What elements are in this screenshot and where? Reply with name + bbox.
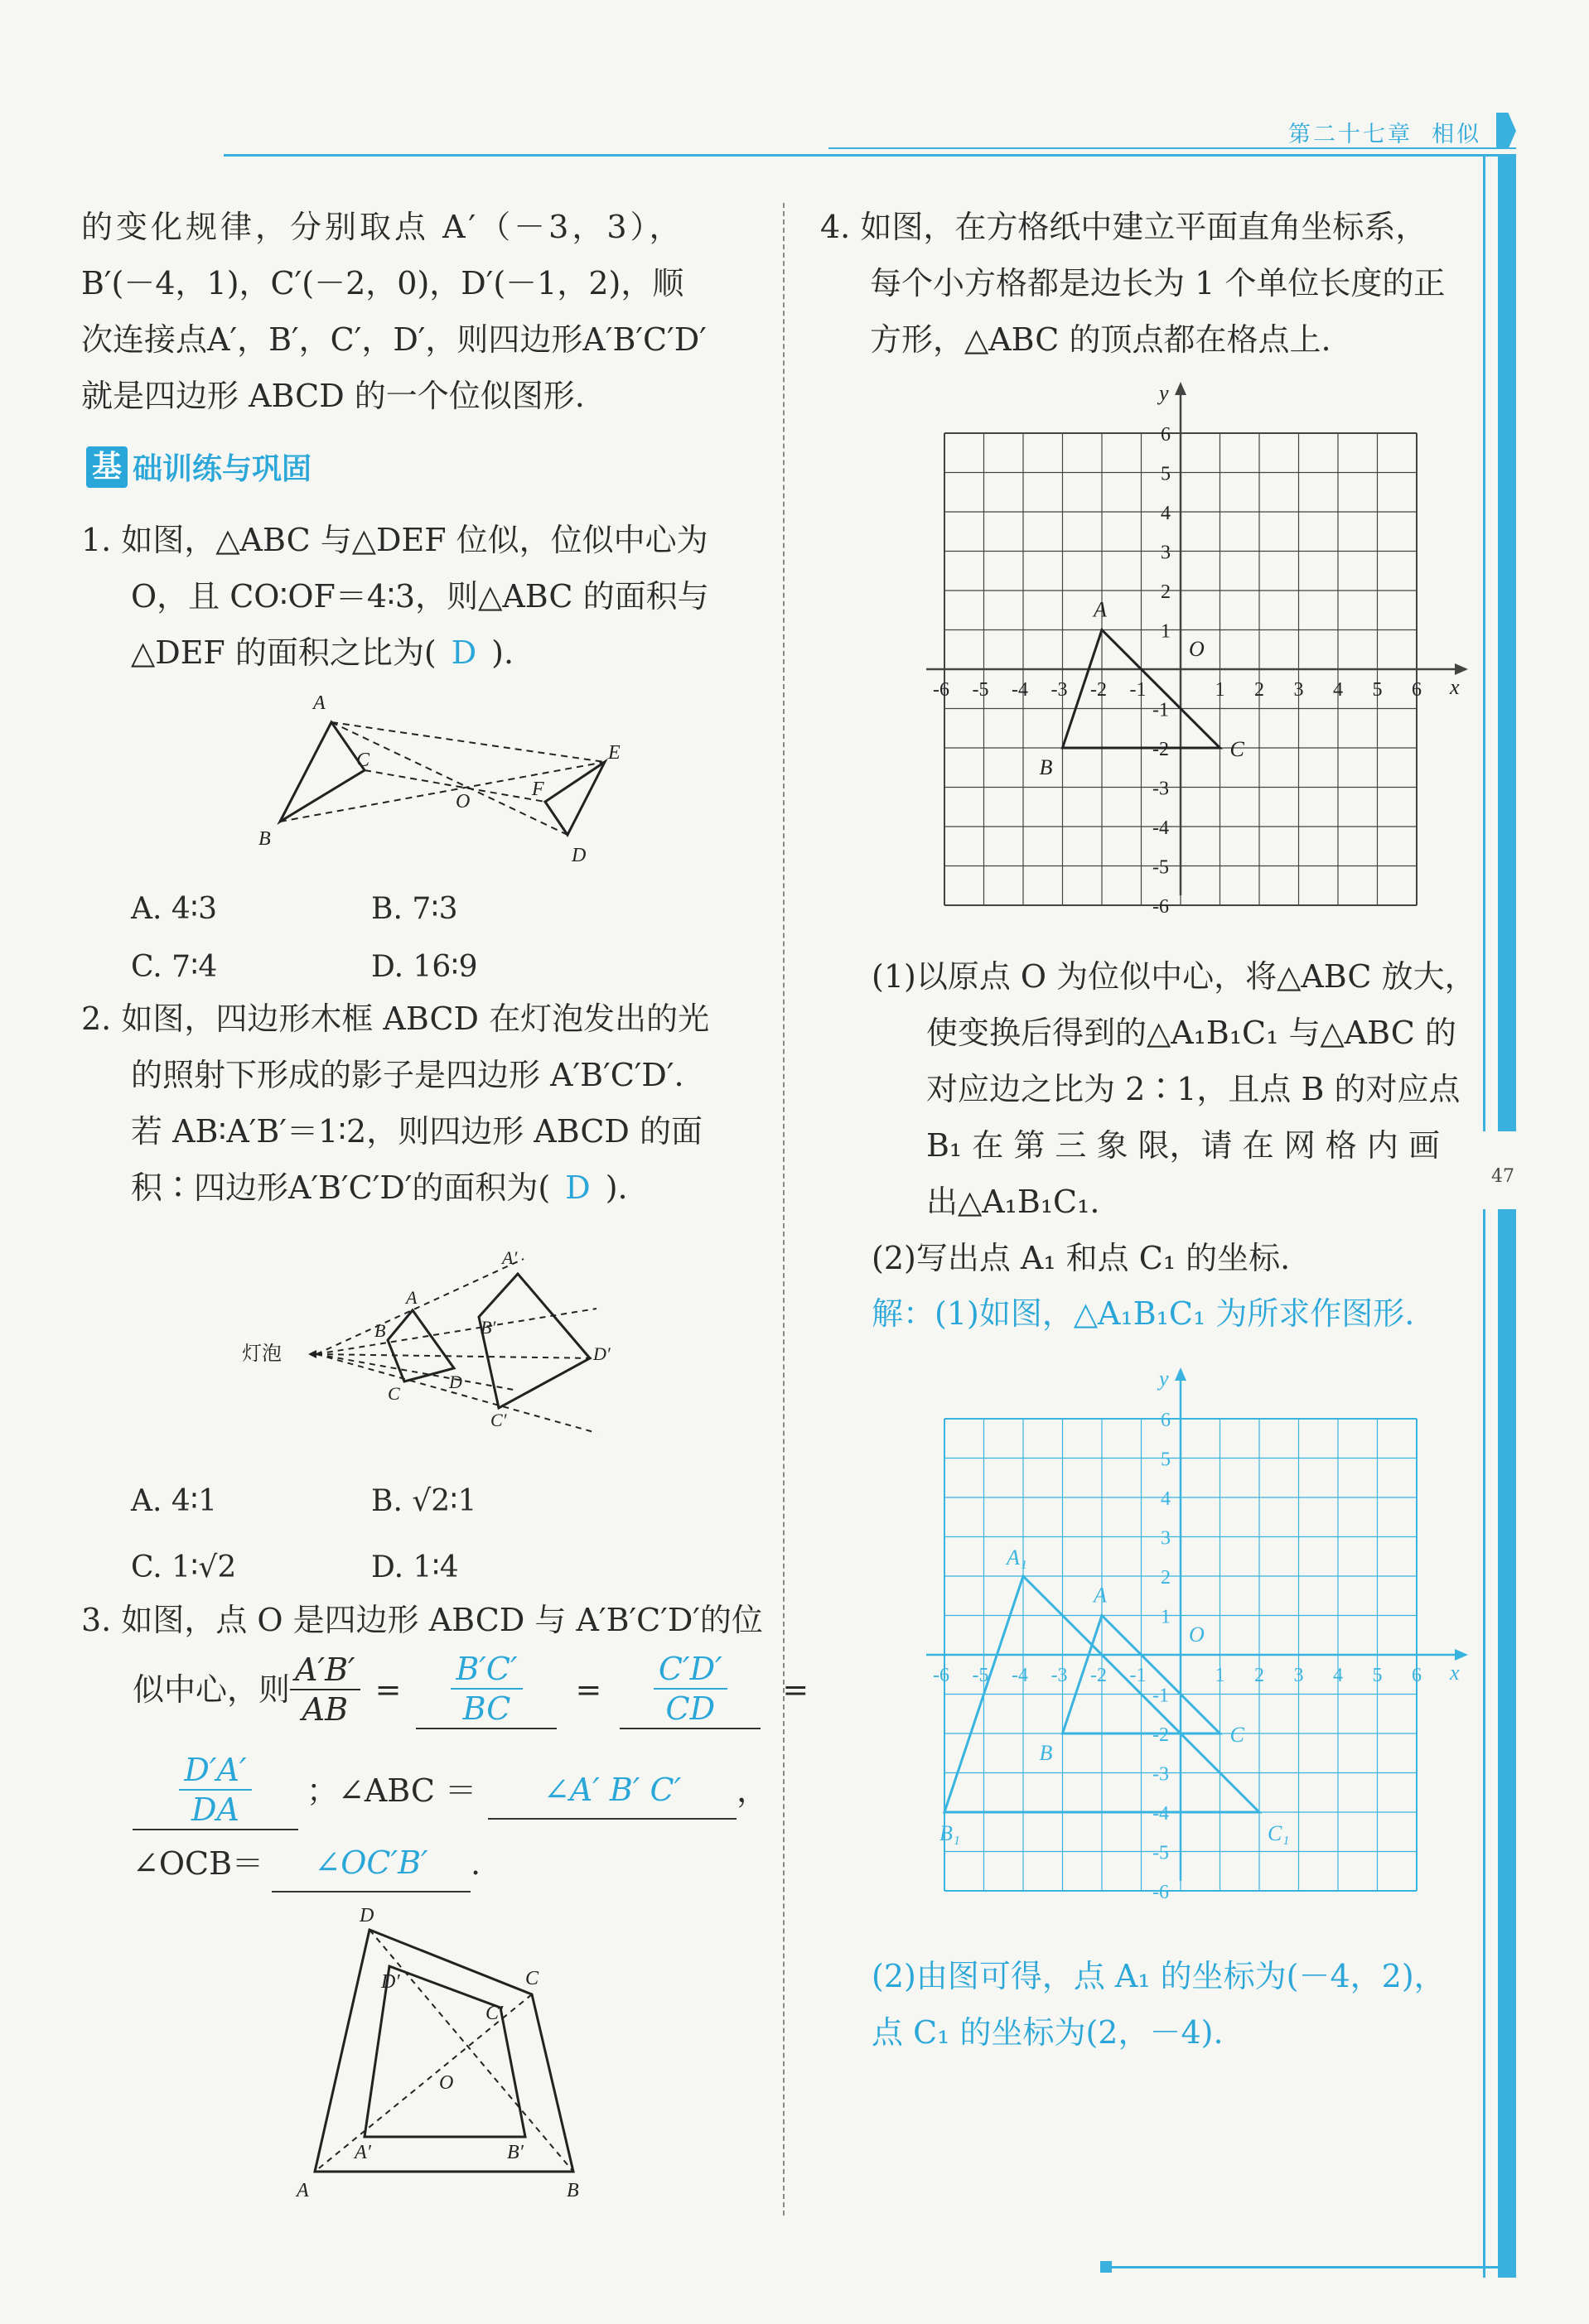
- q3-period: .: [471, 1845, 481, 1882]
- q1-answer: D: [451, 634, 477, 671]
- x-tick-label: 3: [1293, 1665, 1304, 1686]
- q3-eq: =: [782, 1671, 809, 1708]
- q2-option-c[interactable]: C. 1∶√2: [131, 1550, 237, 1584]
- q4-solution-2: [872, 1948, 1509, 2061]
- x-tick-label: 6: [1412, 1665, 1422, 1686]
- q2-figure: [232, 1234, 621, 1433]
- y-tick-label: -1: [1152, 699, 1169, 721]
- q3-main-den: AB: [302, 1691, 349, 1728]
- triangle-abc-label: B: [1039, 1741, 1053, 1765]
- q2-label: D: [449, 1372, 462, 1392]
- q1-label: F: [532, 779, 544, 800]
- q4-grid-figure: [895, 373, 1475, 919]
- q4-text: [820, 199, 1491, 368]
- x-tick-label: -6: [933, 679, 949, 701]
- q3-label: C′: [485, 2003, 504, 2024]
- q1-line: △DEF 的面积之比为(: [131, 634, 437, 671]
- intro-line: B′(－4，1)，C′(－2，0)，D′(－1，2)，顺: [81, 265, 684, 301]
- x-tick-label: -4: [1012, 679, 1028, 701]
- triangle-abc-label: B: [1039, 755, 1053, 779]
- x-tick-label: -3: [1050, 1665, 1068, 1686]
- q3-label: A: [297, 2180, 309, 2201]
- y-axis-arrow-icon: [1175, 382, 1186, 395]
- column-divider: [783, 203, 785, 2216]
- y-tick-label: 5: [1161, 463, 1171, 485]
- x-tick-label: -5: [972, 1665, 989, 1686]
- q2-label: D′: [593, 1343, 611, 1364]
- q1-options: [131, 880, 711, 996]
- x-tick-label: -6: [933, 1665, 949, 1686]
- q3-ans1-num: B′C′: [451, 1650, 522, 1690]
- q3-angle2-label: ∠OCB＝: [133, 1845, 263, 1882]
- y-tick-label: -2: [1152, 739, 1169, 760]
- q3-answer-fraction-2: [620, 1650, 761, 1729]
- q1-label: D: [572, 845, 587, 866]
- q4-part1-line: B₁ 在 第 三 象 限，请 在 网 格 内 画: [926, 1127, 1440, 1164]
- y-axis-label: y: [1159, 1367, 1169, 1391]
- x-tick-label: 2: [1254, 679, 1264, 701]
- chapter-title: [1288, 116, 1481, 148]
- q2-label: A: [406, 1287, 418, 1308]
- x-axis-label: x: [1450, 675, 1460, 699]
- q2-line-answer: [81, 1160, 761, 1216]
- triangle-a1b1c1-label: B₁: [939, 1821, 960, 1845]
- q4-solution-1: 解：(1)如图，△A₁B₁C₁ 为所求作图形.: [872, 1295, 1415, 1332]
- section-title: 础训练与巩固: [133, 452, 312, 486]
- q1-option-a[interactable]: A. 4∶3: [131, 891, 218, 926]
- y-tick-label: 6: [1161, 424, 1171, 446]
- quad-abcd-shadow: [479, 1274, 590, 1408]
- header-tab: [1496, 113, 1516, 149]
- q2-label: B: [374, 1320, 386, 1341]
- chapter-label: 第二十七章: [1288, 122, 1413, 147]
- q4-part1-line: 出△A₁B₁C₁.: [926, 1184, 1100, 1220]
- x-axis-label: x: [1450, 1661, 1460, 1685]
- quad-abcd-outer: [315, 1930, 573, 2172]
- q3-label: D′: [381, 1971, 400, 1993]
- q1-label: E: [608, 742, 621, 764]
- q4-solution-2-line: (2)由图可得，点 A₁ 的坐标为(－4，2)，: [872, 1958, 1446, 1994]
- q3-label: B′: [507, 2142, 524, 2163]
- x-axis-arrow-icon: [1455, 663, 1468, 675]
- q1-option-b[interactable]: B. 7∶3: [371, 891, 458, 926]
- triangle-a1b1c1-label: A₁: [1007, 1545, 1027, 1569]
- y-tick-label: -1: [1152, 1685, 1169, 1707]
- triangle-abc-label: C: [1229, 737, 1244, 761]
- triangle-def: [545, 762, 605, 835]
- x-tick-label: -3: [1050, 679, 1068, 701]
- q1-label: C: [356, 750, 370, 771]
- q4-line: 每个小方格都是边长为 1 个单位长度的正: [870, 265, 1446, 301]
- q1-label: B: [258, 828, 271, 850]
- q3-row4: [133, 1835, 481, 1892]
- y-tick-label: -6: [1152, 1882, 1169, 1903]
- y-tick-label: 2: [1161, 581, 1171, 603]
- y-axis-arrow-icon: [1175, 1367, 1186, 1381]
- x-tick-label: 5: [1372, 679, 1383, 701]
- q4-part1-line: 对应边之比为 2∶1，且点 B 的对应点: [926, 1071, 1461, 1107]
- x-tick-label: -2: [1090, 679, 1107, 701]
- q1-option-c[interactable]: C. 7∶4: [131, 949, 218, 984]
- y-tick-label: 4: [1161, 503, 1171, 524]
- q2-line: 若 AB∶A′B′＝1∶2，则四边形 ABCD 的面: [131, 1113, 703, 1150]
- q3-label: C: [525, 1968, 539, 1989]
- triangle-abc: [280, 722, 365, 822]
- y-tick-label: -2: [1152, 1724, 1169, 1746]
- q2-label: A′: [502, 1247, 518, 1268]
- x-tick-label: 5: [1372, 1665, 1383, 1686]
- q2-label: 灯泡: [242, 1343, 282, 1365]
- q1-option-d[interactable]: D. 16∶9: [371, 949, 478, 984]
- q2-answer: D: [565, 1169, 591, 1206]
- y-tick-label: 2: [1161, 1567, 1171, 1589]
- q2-label: B′: [481, 1317, 496, 1338]
- q2-text: [81, 991, 761, 1216]
- q3-eq: =: [374, 1671, 402, 1708]
- q3-comma: ，: [737, 1772, 769, 1809]
- y-tick-label: -4: [1152, 817, 1169, 839]
- q2-line: 的照射下形成的影子是四边形 A′B′C′D′.: [131, 1057, 684, 1093]
- q3-label: A′: [355, 2142, 371, 2163]
- q3-label: D: [360, 1905, 374, 1926]
- page-number: 47: [1491, 1166, 1514, 1187]
- q3-main-num: A′B′: [290, 1651, 360, 1690]
- footer-rule: [1102, 2266, 1516, 2269]
- x-tick-label: -5: [972, 679, 989, 701]
- y-tick-label: 1: [1161, 1606, 1171, 1628]
- x-tick-label: 1: [1215, 679, 1225, 701]
- q3-line1: 3. 如图，点 O 是四边形 ABCD 与 A′B′C′D′的位: [81, 1602, 763, 1638]
- triangle-a1b1c1-label: C₁: [1268, 1821, 1290, 1845]
- x-tick-label: -4: [1012, 1665, 1028, 1686]
- q1-line: O，且 CO∶OF＝4∶3，则△ABC 的面积与: [131, 578, 709, 615]
- y-tick-label: 6: [1161, 1410, 1171, 1431]
- q3-angle2-answer[interactable]: ∠OC′B′: [272, 1835, 471, 1892]
- q3-label: O: [439, 2072, 454, 2094]
- x-axis-arrow-icon: [1455, 1649, 1468, 1661]
- intro-line: 的变化规律，分别取点 A′（－3，3），: [81, 209, 684, 245]
- section-badge: 基: [86, 446, 128, 488]
- q3-ans2-num: C′D′: [654, 1650, 727, 1690]
- x-tick-label: 6: [1412, 679, 1422, 701]
- q3-ans1-den: BC: [462, 1690, 511, 1727]
- section-label: 相似: [1432, 122, 1482, 147]
- triangle-abc-label: C: [1229, 1723, 1244, 1747]
- q1-close: ).: [491, 634, 514, 671]
- q3-answer-fraction-3: [133, 1751, 298, 1830]
- x-tick-label: 3: [1293, 679, 1304, 701]
- x-tick-label: -2: [1090, 1665, 1107, 1686]
- y-tick-label: -6: [1152, 896, 1169, 918]
- y-tick-label: -5: [1152, 1842, 1169, 1864]
- q3-angle-answer[interactable]: ∠A′ B′ C′: [488, 1762, 737, 1820]
- q3-ans3-num: D′A′: [179, 1751, 251, 1791]
- origin-label: O: [1189, 1622, 1205, 1647]
- q2-option-a[interactable]: A. 4∶1: [131, 1483, 218, 1518]
- q4-part1-line: (1)以原点 O 为位似中心，将△ABC 放大，: [872, 958, 1476, 995]
- q4-part1: [872, 948, 1501, 1230]
- q1-figure: [249, 679, 638, 878]
- y-tick-label: 4: [1161, 1488, 1171, 1510]
- margin-bar-bottom: [1498, 1209, 1516, 2278]
- y-tick-label: 5: [1161, 1449, 1171, 1471]
- q3-ans2-den: CD: [665, 1690, 716, 1727]
- q2-options: [131, 1468, 711, 1600]
- header-rule: [224, 154, 1516, 157]
- q2-label: C: [388, 1383, 400, 1404]
- y-tick-label: -5: [1152, 856, 1169, 879]
- q2-close: ).: [605, 1169, 628, 1206]
- section-heading: [86, 446, 312, 488]
- q1-label: O: [456, 791, 471, 812]
- q4-part1-line: 使变换后得到的△A₁B₁C₁ 与△ABC 的: [926, 1015, 1456, 1051]
- y-axis-label: y: [1159, 381, 1169, 405]
- q1-text: [81, 512, 761, 681]
- x-tick-label: -1: [1129, 679, 1147, 701]
- q2-option-b[interactable]: B. √2∶1: [371, 1483, 477, 1518]
- y-tick-label: -4: [1152, 1803, 1169, 1825]
- x-tick-label: 4: [1333, 1665, 1343, 1686]
- q2-line: 2. 如图，四边形木框 ABCD 在灯泡发出的光: [81, 1000, 710, 1037]
- q4-part2: (2)写出点 A₁ 和点 C₁ 的坐标.: [872, 1240, 1291, 1276]
- q3-row3: [133, 1749, 768, 1832]
- q3-figure: [282, 1905, 613, 2203]
- y-tick-label: 1: [1161, 620, 1171, 643]
- intro-paragraph: [81, 199, 752, 424]
- x-tick-label: -1: [1129, 1665, 1147, 1686]
- intro-line: 就是四边形 ABCD 的一个位似图形.: [81, 378, 585, 414]
- q4-line: 方形，△ABC 的顶点都在格点上.: [870, 321, 1331, 358]
- q1-line: 1. 如图，△ABC 与△DEF 位似，位似中心为: [81, 522, 708, 558]
- x-tick-label: 2: [1254, 1665, 1264, 1686]
- q3-angle-label: ；∠ABC ＝: [307, 1772, 477, 1809]
- q4-solution-2-line: 点 C₁ 的坐标为(2，－4).: [872, 2014, 1224, 2051]
- footer-mark: [1100, 2261, 1112, 2273]
- triangle-abc-label: A: [1094, 597, 1107, 622]
- q1-line-answer: [81, 624, 761, 681]
- q3-eq: =: [575, 1671, 602, 1708]
- q3-main-fraction: [290, 1651, 360, 1729]
- origin-label: O: [1189, 637, 1205, 661]
- x-tick-label: 4: [1333, 679, 1343, 701]
- q3-answer-fraction-1: [416, 1650, 557, 1729]
- x-tick-label: 1: [1215, 1665, 1225, 1686]
- y-tick-label: 3: [1161, 542, 1171, 564]
- q3-row2: [133, 1648, 809, 1731]
- q2-option-d[interactable]: D. 1∶4: [371, 1550, 459, 1584]
- y-tick-label: 3: [1161, 1527, 1171, 1550]
- triangle-abc-label: A: [1094, 1583, 1107, 1608]
- q4-line: 4. 如图，在方格纸中建立平面直角坐标系，: [820, 209, 1427, 245]
- q3-ans3-den: DA: [191, 1791, 239, 1828]
- q2-label: C′: [490, 1410, 507, 1430]
- q2-line: 积∶四边形A′B′C′D′的面积为(: [131, 1169, 551, 1206]
- margin-line-bottom: [1483, 1209, 1485, 2278]
- q3-label: B: [567, 2180, 579, 2201]
- q4-solution-grid-figure: [895, 1358, 1475, 1905]
- intro-line: 次连接点A′，B′，C′，D′，则四边形A′B′C′D′: [81, 321, 707, 358]
- q1-label: A: [313, 692, 326, 714]
- y-tick-label: -3: [1152, 778, 1169, 800]
- quad-abcd: [388, 1310, 454, 1381]
- y-tick-label: -3: [1152, 1763, 1169, 1786]
- q3-prefix: 似中心，则: [133, 1671, 291, 1708]
